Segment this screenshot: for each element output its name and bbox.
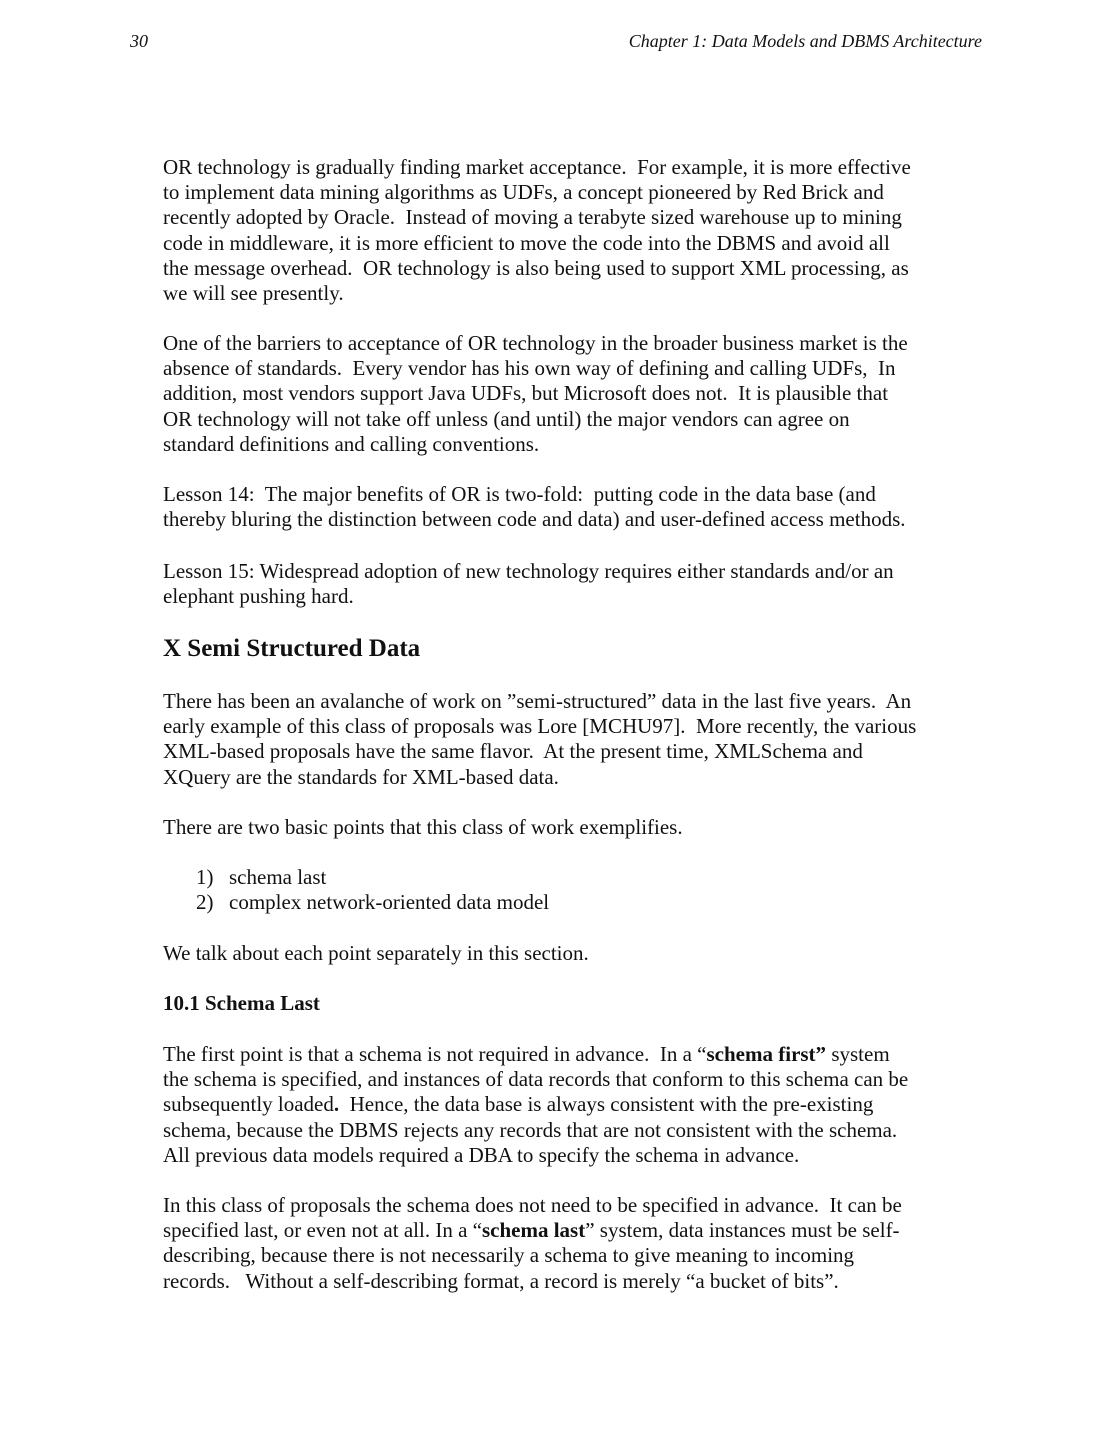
text-segment: One of the barriers to acceptance of OR technology in the broader business market is the xyxy=(163,331,908,355)
text-line xyxy=(163,231,911,256)
text-line xyxy=(163,1269,902,1294)
text-line xyxy=(163,1067,908,1092)
text-segment: specified last, or even not at all. In a “ xyxy=(163,1218,482,1243)
list-text: schema last xyxy=(229,865,327,889)
text-segment: system xyxy=(826,1042,890,1066)
text-segment: addition, most vendors support Java UDFs, but Microsoft does not. It is plausible that xyxy=(163,381,889,406)
text-segment: code in middleware, it is more efficient to move the code into the DBMS and avoid all xyxy=(163,230,890,255)
text-segment: subsequently loaded xyxy=(163,1092,334,1117)
text-segment: records. Without a self-describing format, a record is merely “a bucket of bits”. xyxy=(163,1268,839,1293)
text-segment: to implement data mining algorithms as UDFs, a concept pioneered by Red Brick and xyxy=(163,180,884,205)
text-segment: schema, because the DBMS rejects any records that are not consistent with the schema. xyxy=(163,1117,898,1142)
text-line xyxy=(163,689,916,714)
bold-text: schema first” xyxy=(706,1042,827,1066)
text-segment: thereby bluring the distinction between code and data) and user-defined access methods. xyxy=(163,507,906,532)
page-number: 30 xyxy=(130,31,148,51)
text-segment: Lesson 14: The major benefits of OR is two-fold: putting code in the data base (and xyxy=(163,482,876,506)
text-line xyxy=(163,1218,902,1243)
text-line xyxy=(163,815,683,840)
paragraph xyxy=(163,689,916,790)
text-line xyxy=(163,432,908,457)
text-line xyxy=(163,256,911,281)
list-item xyxy=(196,890,549,915)
text-segment: recently adopted by Oracle. Instead of moving a terabyte sized warehouse up to mining xyxy=(163,205,902,230)
paragraph xyxy=(163,482,906,532)
text-line xyxy=(163,739,916,764)
text-line xyxy=(163,381,908,406)
text-segment: All previous data models required a DBA to specify the schema in advance. xyxy=(163,1142,800,1167)
text-line xyxy=(163,941,589,966)
text-segment: we will see presently. xyxy=(163,281,344,306)
section-heading: X Semi Structured Data xyxy=(163,635,421,662)
text-line xyxy=(163,1092,908,1117)
paragraph xyxy=(163,1042,908,1168)
text-segment: absence of standards. Every vendor has his own way of defining and calling UDFs, In xyxy=(163,356,896,381)
text-segment: Lesson 15: Widespread adoption of new technology requires either standards and/or an xyxy=(163,559,894,583)
text-segment: OR technology is gradually finding market acceptance. For example, it is more effective xyxy=(163,155,911,179)
paragraph xyxy=(163,155,911,306)
text-segment: the schema is specified, and instances of data records that conform to this schema can be xyxy=(163,1067,909,1092)
text-line xyxy=(163,584,894,609)
text-segment: XQuery are the standards for XML-based data. xyxy=(163,764,559,789)
text-line xyxy=(163,482,906,507)
text-line xyxy=(163,407,908,432)
text-line xyxy=(163,1042,908,1067)
text-segment: In this class of proposals the schema does not need to be specified in advance. It can be xyxy=(163,1193,902,1217)
text-segment: ” system, data instances must be self- xyxy=(585,1218,900,1243)
subsection-heading: 10.1 Schema Last xyxy=(163,991,320,1015)
list-number: 2) xyxy=(196,890,214,914)
text-segment: There has been an avalanche of work on ”semi-structured” data in the last five years. An xyxy=(163,689,912,713)
text-line xyxy=(163,714,916,739)
text-segment: There are two basic points that this class of work exemplifies. xyxy=(163,815,683,839)
paragraph xyxy=(163,1193,902,1294)
text-segment: standard definitions and calling conventions. xyxy=(163,431,540,456)
text-line xyxy=(163,331,908,356)
paragraph xyxy=(163,941,589,966)
text-segment: the message overhead. OR technology is also being used to support XML processing, as xyxy=(163,255,909,280)
text-segment: Hence, the data base is always consistent with the pre-existing xyxy=(339,1092,874,1117)
running-header: Chapter 1: Data Models and DBMS Architecture xyxy=(628,31,982,51)
bold-text: schema last xyxy=(481,1218,586,1243)
text-line xyxy=(163,281,911,306)
text-segment: OR technology will not take off unless (and until) the major vendors can agree on xyxy=(163,406,850,431)
text-line xyxy=(163,155,911,180)
text-segment: describing, because there is not necessarily a schema to give meaning to incoming xyxy=(163,1243,855,1268)
paragraph xyxy=(163,559,894,609)
paragraph xyxy=(163,815,683,840)
text-line xyxy=(163,1193,902,1218)
text-line xyxy=(163,559,894,584)
text-line xyxy=(163,1143,908,1168)
text-line xyxy=(163,1118,908,1143)
text-line xyxy=(163,180,911,205)
text-segment: early example of this class of proposals was Lore [MCHU97]. More recently, the various xyxy=(163,714,917,739)
text-line xyxy=(163,1243,902,1268)
list-number: 1) xyxy=(196,865,214,889)
text-line xyxy=(163,507,906,532)
text-segment: elephant pushing hard. xyxy=(163,584,354,609)
list-text: complex network-oriented data model xyxy=(229,890,550,914)
text-segment: XML-based proposals have the same flavor. At the present time, XMLSchema and xyxy=(163,739,863,764)
text-segment: We talk about each point separately in this section. xyxy=(163,941,589,965)
text-line xyxy=(163,205,911,230)
paragraph xyxy=(163,331,908,457)
text-line xyxy=(163,356,908,381)
list-item xyxy=(196,865,326,890)
bold-text: . xyxy=(333,1092,340,1117)
text-segment: The first point is that a schema is not required in advance. In a “ xyxy=(163,1042,707,1066)
text-line xyxy=(163,765,916,790)
